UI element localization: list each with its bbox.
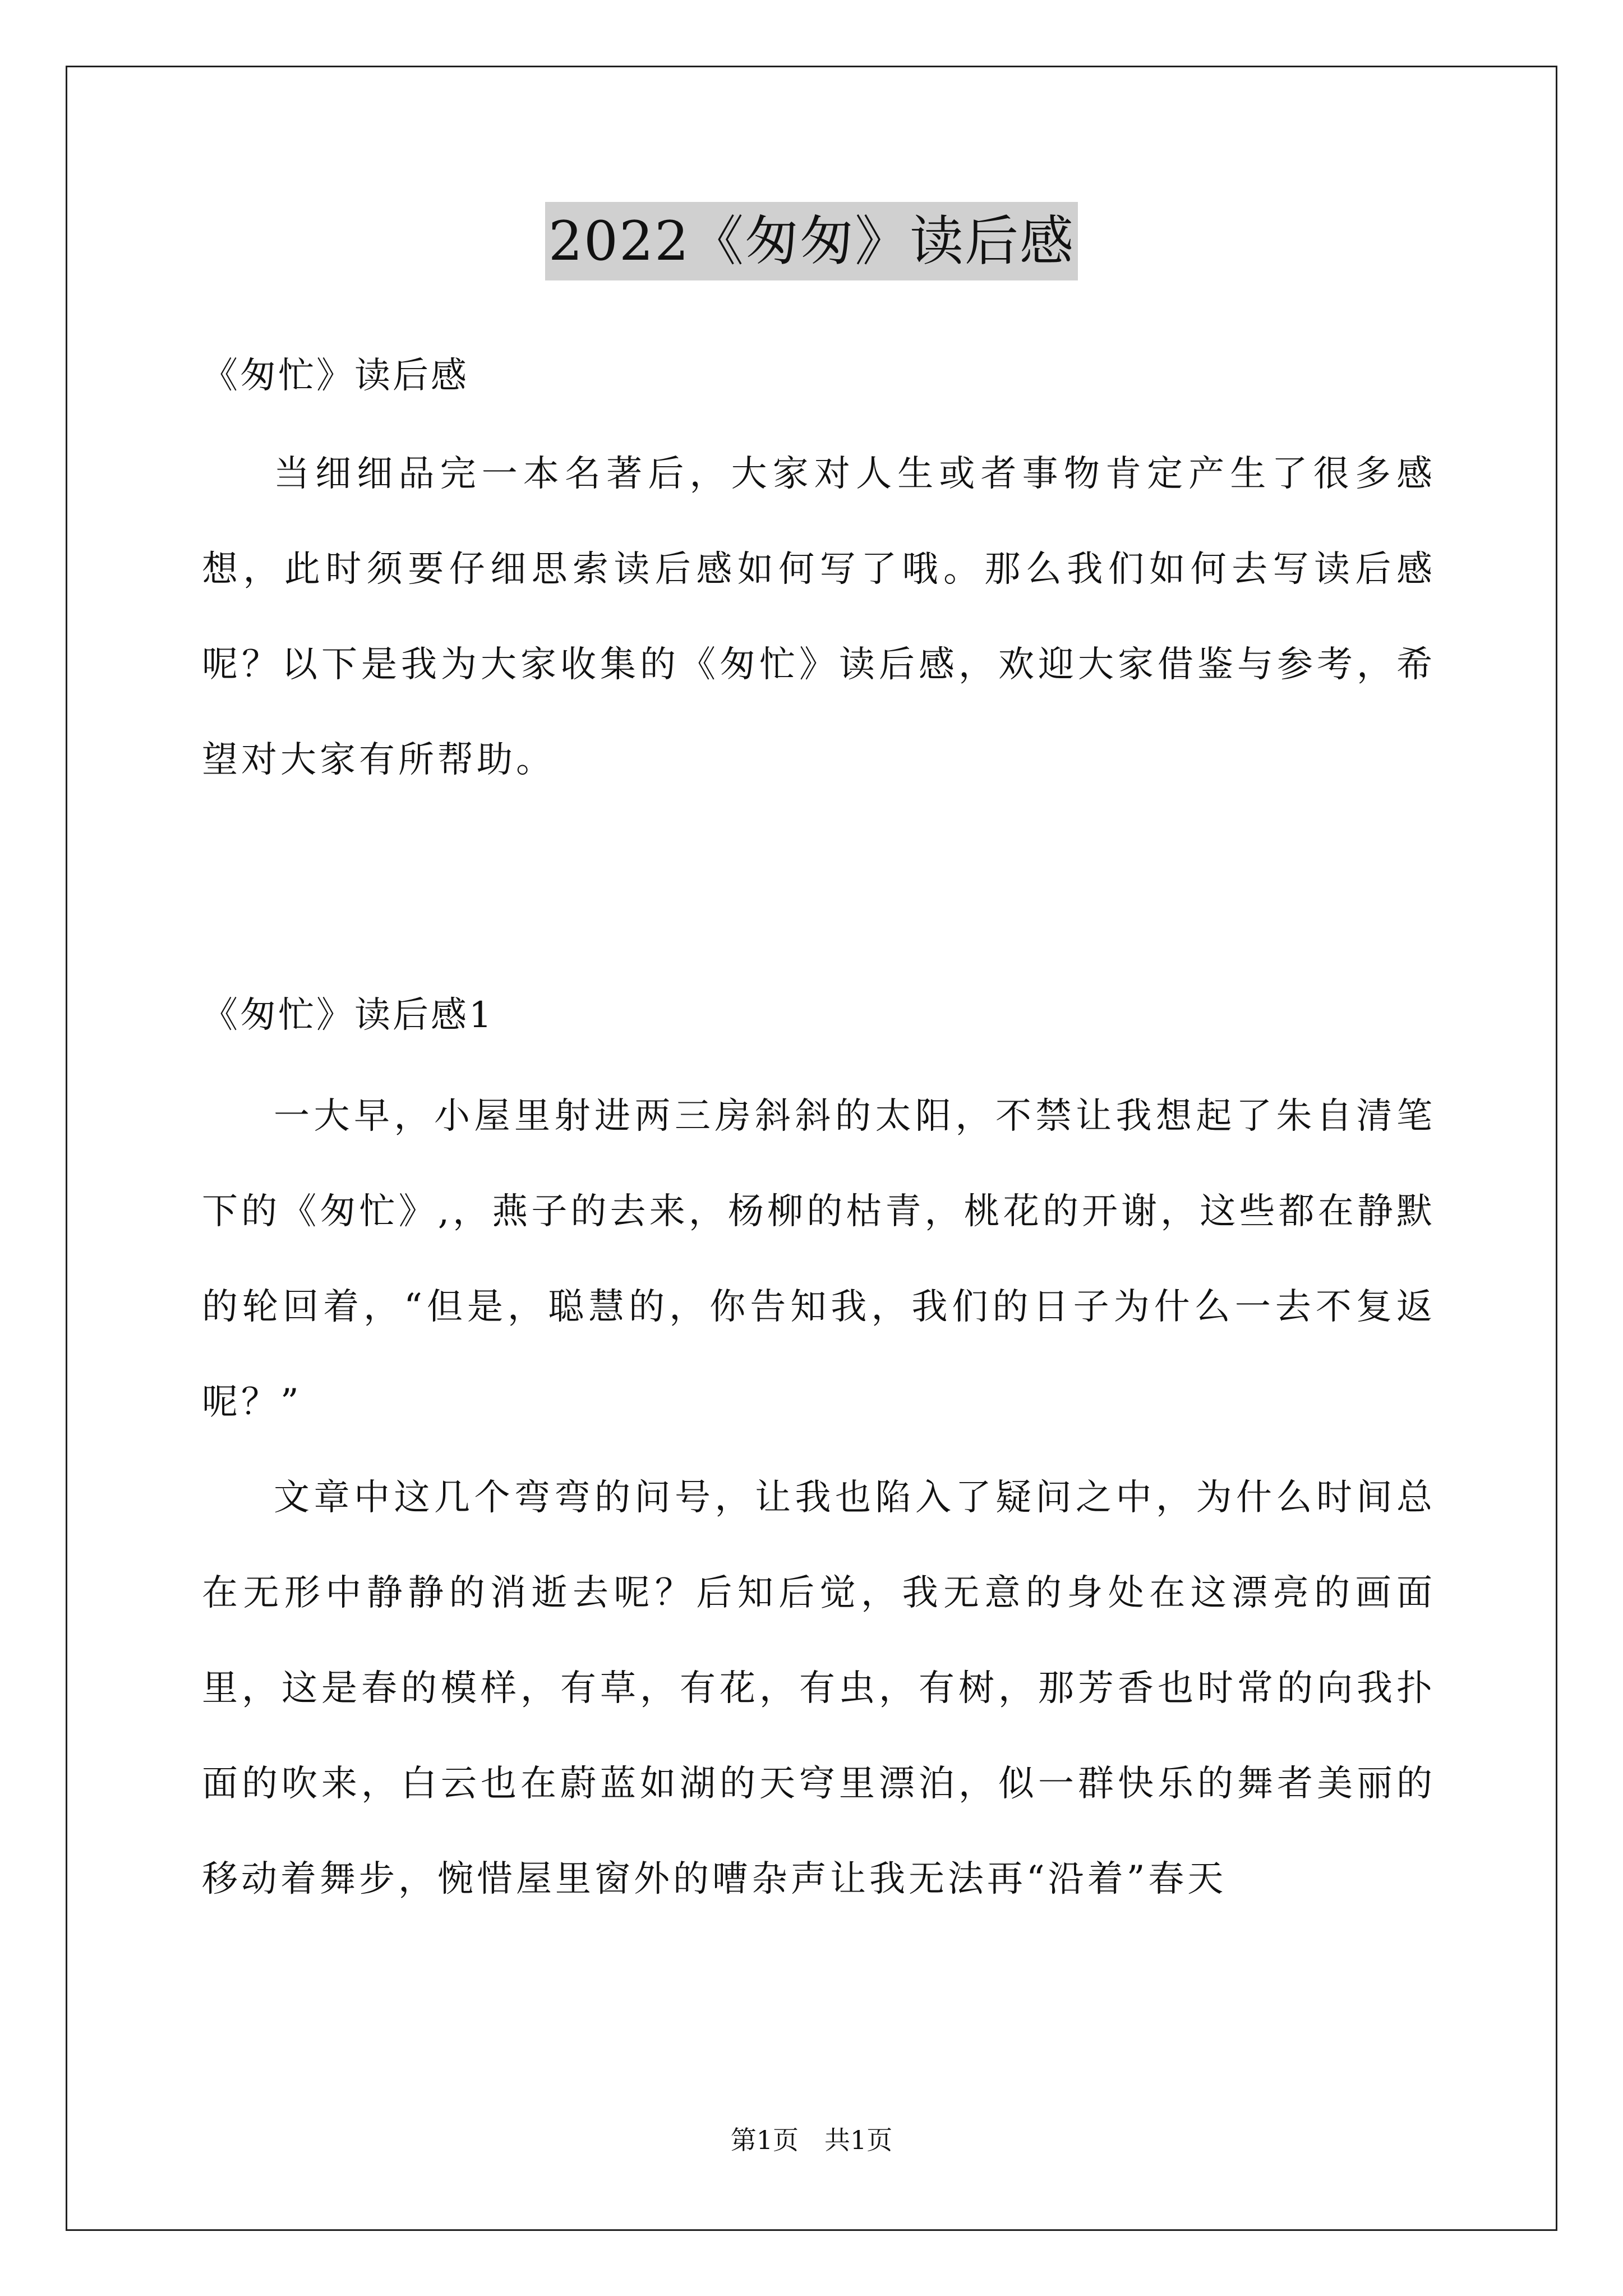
section1-paragraph-1: 一大早，小屋里射进两三房斜斜的太阳，不禁让我想起了朱自清笔下的《匆忙》,，燕子的去来，杨柳的枯青，桃花的开谢，这些都在静默的轮回着，“但是，聪慧的，你告知我，我们的日子为什么一去不复返呢？”: [202, 1096, 1436, 1423]
page-footer: 第1页 共1页: [730, 2125, 893, 2155]
section1-heading: 《匆忙》读后感1: [202, 995, 494, 1036]
section1-body: [202, 1069, 1436, 1927]
intro-paragraph: 当细细品完一本名著后，大家对人生或者事物肯定产生了很多感想，此时须要仔细思索读后感如何写了哦。那么我们如何去写读后感呢？以下是我为大家收集的《匆忙》读后感，欢迎大家借鉴与参考，希望对大家有所帮助。: [202, 453, 1436, 781]
intro-heading: 《匆忙》读后感: [202, 355, 469, 397]
section1-paragraph-2: 文章中这几个弯弯的问号，让我也陷入了疑问之中，为什么时间总在无形中静静的消逝去呢？后知后觉，我无意的身处在这漂亮的画面里，这是春的模样，有草，有花，有虫，有树，那芳香也时常的向我扑面的吹来，白云也在蔚蓝如湖的天穹里漂泊，似一群快乐的舞者美丽的移动着舞步，惋惜屋里窗外的嘈杂声让我无法再“沿着”春天: [202, 1477, 1436, 1900]
title-container: [0, 202, 1623, 280]
document-title: 2022《匆匆》读后感: [545, 202, 1078, 280]
intro-section: [202, 426, 1436, 808]
